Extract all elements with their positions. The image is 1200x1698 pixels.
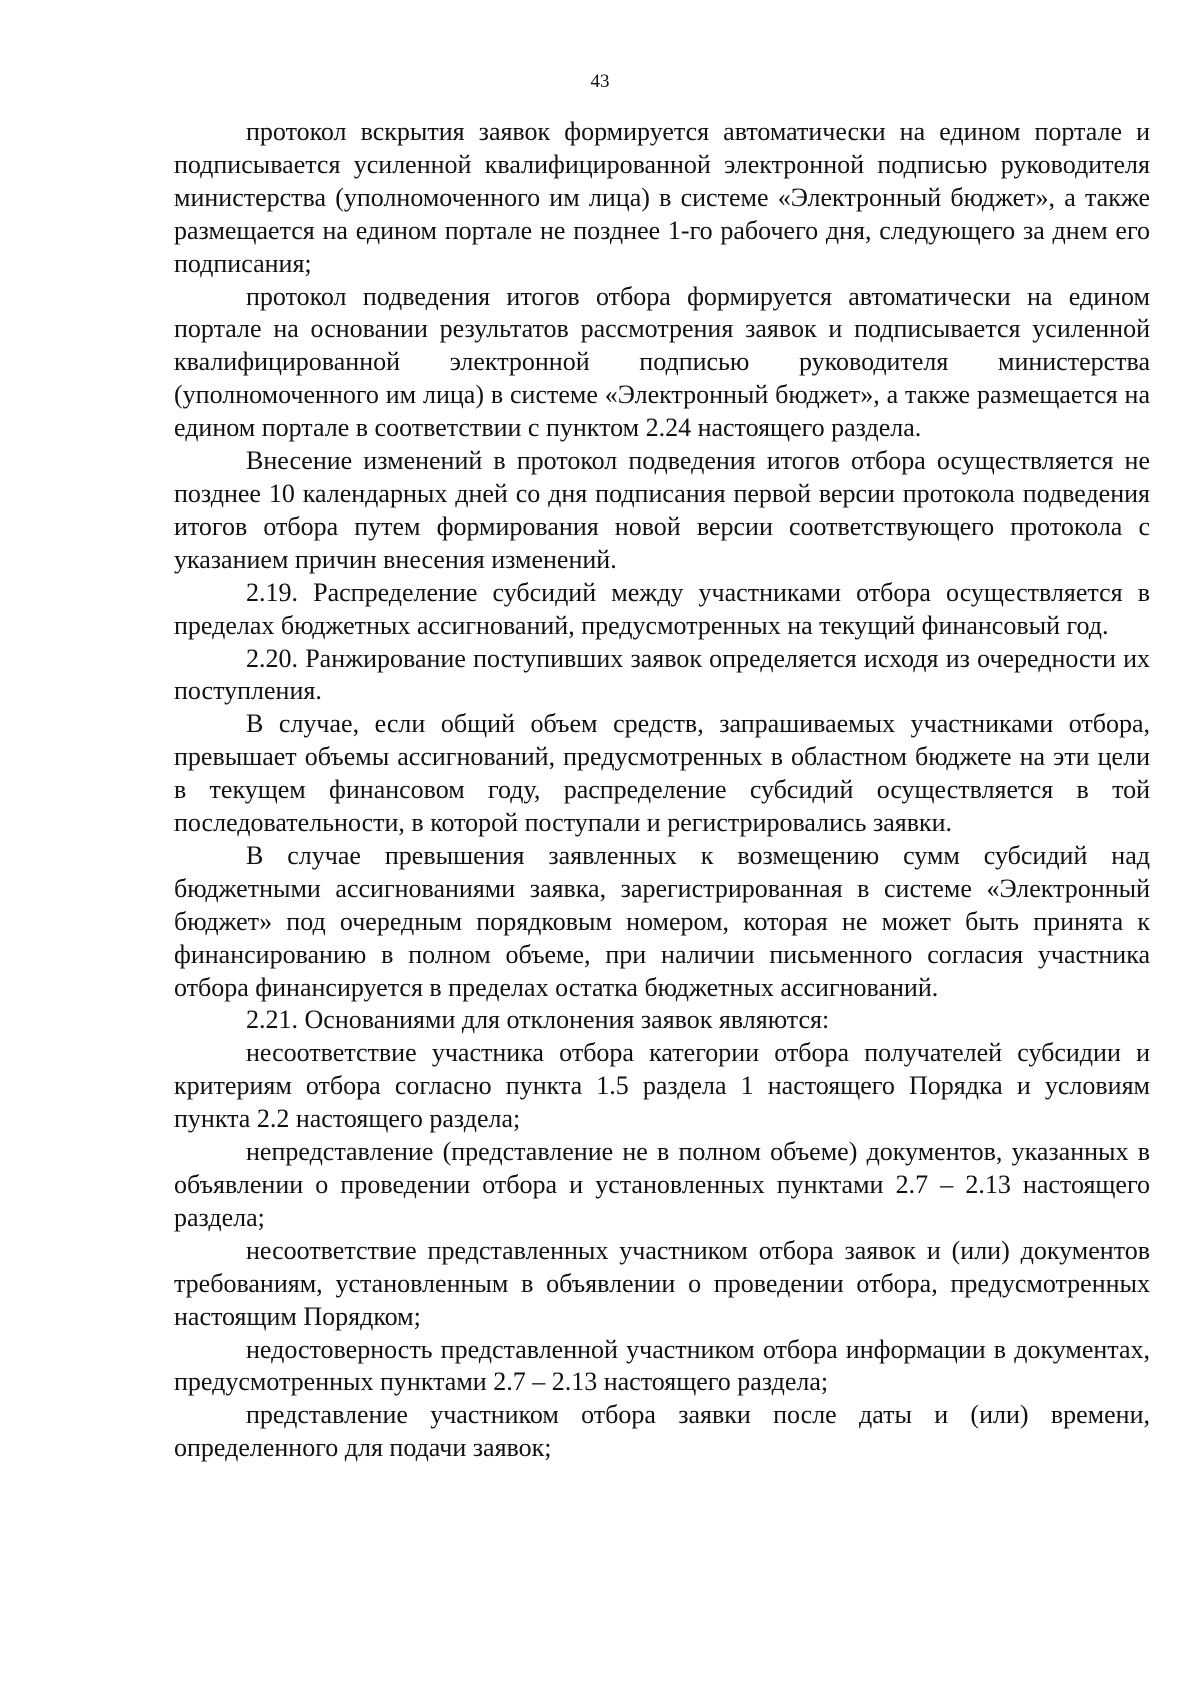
list-item-unreliable-info: недостоверность представленной участником отбора информации в документах, предусмотренных пунктами 2.7 – 2.13 настоящего раздела;	[174, 1334, 1150, 1397]
list-item-documents-missing: непредставление (представление не в полном объеме) документов, указанных в объявлении о проведении отбора и установленных пунктами 2.7 – 2.13 настоящего раздела;	[174, 1137, 1150, 1232]
paragraph-subsidy-excess: В случае превышения заявленных к возмещению сумм субсидий над бюджетными ассигнованиями заявка, зарегистрированная в системе «Электронный бюджет» под очередным порядковым номером, которая не может быть принята к финансированию в полном объеме, при наличии письменного согласия участника отбора финансируется в пределах остатка бюджетных ассигнований.	[174, 840, 1150, 1002]
paragraph-funds-exceed: В случае, если общий объем средств, запрашиваемых участниками отбора, превышает объемы ассигнований, предусмотренных в областном бюджете на эти цели в текущем финансовом году, распределение субсидий осуществляется в той последовательности, в которой поступали и регистрировались заявки.	[174, 709, 1150, 838]
list-item-requirements-mismatch: несоответствие представленных участником отбора заявок и (или) документов требованиям, установленным в объявлении о проведении отбора, предусмотренных настоящим Порядком;	[174, 1235, 1150, 1331]
body-text	[174, 116, 1150, 1465]
paragraph-2-20: 2.20. Ранжирование поступивших заявок определяется исходя из очередности их поступления.	[174, 643, 1150, 706]
paragraph-2-19: 2.19. Распределение субсидий между участниками отбора осуществляется в пределах бюджетных ассигнований, предусмотренных на текущий финансовый год.	[174, 577, 1150, 640]
paragraph-protocol-results: протокол подведения итогов отбора формируется автоматически на едином портале на основании результатов рассмотрения заявок и подписывается усиленной квалифицированной электронной подписью руководителя министерства (уполномоченного им лица) в системе «Электронный бюджет», а также размещается на едином портале в соответствии с пунктом 2.24 настоящего раздела.	[174, 281, 1150, 443]
list-item-category-mismatch: несоответствие участника отбора категории отбора получателей субсидии и критериям отбора согласно пункта 1.5 раздела 1 настоящего Порядка и условиям пункта 2.2 настоящего раздела;	[174, 1038, 1150, 1134]
page-number: 43	[590, 71, 610, 92]
list-item-late-submission: представление участником отбора заявки после даты и (или) времени, определенного для подачи заявок;	[174, 1400, 1150, 1463]
paragraph-protocol-changes: Внесение изменений в протокол подведения итогов отбора осуществляется не позднее 10 календарных дней со дня подписания первой версии протокола подведения итогов отбора путем формирования новой версии соответствующего протокола с указанием причин внесения изменений.	[174, 446, 1150, 574]
paragraph-protocol-opening: протокол вскрытия заявок формируется автоматически на едином портале и подписывается усиленной квалифицированной электронной подписью руководителя министерства (уполномоченного им лица) в системе «Электронный бюджет», а также размещается на едином портале не позднее 1-го рабочего дня, следующего за днем его подписания;	[174, 117, 1150, 278]
paragraph-2-21: 2.21. Основаниями для отклонения заявок являются:	[246, 1005, 830, 1035]
